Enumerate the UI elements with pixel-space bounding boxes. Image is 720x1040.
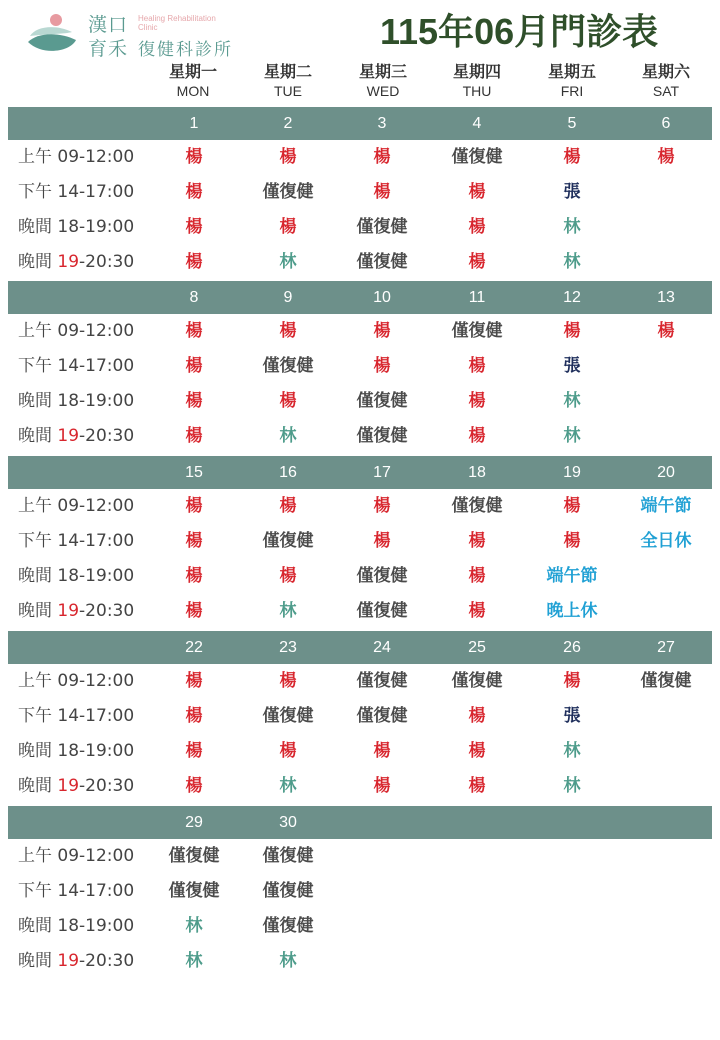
date-cell: 9: [283, 289, 293, 306]
session-row: [0, 314, 720, 349]
session-row: [0, 769, 720, 804]
date-cell: 25: [468, 639, 486, 656]
session-label: 晚間 18-19:00: [18, 916, 135, 936]
date-cell: 8: [189, 289, 199, 306]
doctor-cell: 楊: [185, 741, 203, 761]
doctor-cell: 林: [185, 951, 203, 971]
doctor-cell: 林: [563, 776, 581, 796]
date-cell: 22: [185, 639, 203, 656]
doctor-cell: 楊: [468, 566, 486, 586]
session-label-highlight: 19: [57, 426, 80, 446]
doctor-cell: 楊: [185, 601, 203, 621]
doctor-cell: 楊: [373, 496, 391, 516]
doctor-cell: 林: [279, 776, 297, 796]
doctor-cell: 楊: [563, 531, 581, 551]
session-label: 下午 14-17:00: [18, 531, 135, 551]
weekday-zh: 星期五: [547, 62, 596, 81]
session-label-prefix: 晚間: [18, 776, 58, 796]
doctor-cell: 僅復健: [262, 846, 314, 866]
session-row: [0, 140, 720, 175]
doctor-cell: 楊: [468, 252, 486, 272]
date-cell: 18: [468, 464, 486, 481]
doctor-cell: 楊: [657, 147, 675, 167]
date-cell: 23: [279, 639, 297, 656]
session-label-highlight: 19: [57, 776, 80, 796]
doctor-cell: 林: [279, 601, 297, 621]
doctor-cell: 僅復健: [356, 566, 408, 586]
clinic-name-line2b: 復健科診所: [138, 40, 233, 60]
weekday-mon: [148, 62, 238, 100]
session-row: [0, 175, 720, 210]
doctor-cell: 楊: [185, 706, 203, 726]
doctor-cell: 楊: [185, 566, 203, 586]
doctor-cell: 楊: [185, 671, 203, 691]
doctor-cell: 楊: [657, 321, 675, 341]
date-cell: 30: [279, 814, 297, 831]
weekday-thu: [432, 62, 522, 100]
session-label-suffix: -20:30: [79, 776, 135, 796]
doctor-cell: 楊: [468, 217, 486, 237]
doctor-cell: 林: [185, 916, 203, 936]
date-cell: 12: [563, 289, 581, 306]
doctor-cell: 楊: [373, 147, 391, 167]
doctor-cell: 楊: [468, 601, 486, 621]
session-row: [0, 699, 720, 734]
doctor-cell: 楊: [185, 496, 203, 516]
session-label-highlight: 19: [57, 252, 80, 272]
session-label: 上午 09-12:00: [18, 846, 135, 866]
date-cell: 4: [472, 115, 482, 132]
doctor-cell: 楊: [373, 182, 391, 202]
doctor-cell: 楊: [563, 147, 581, 167]
doctor-cell: 楊: [185, 776, 203, 796]
weekday-en: TUE: [274, 83, 302, 99]
clinic-name-line2: 育禾: [88, 38, 129, 60]
weekday-en: THU: [462, 83, 492, 99]
session-label: 晚間 18-19:00: [18, 391, 135, 411]
date-cell: 26: [563, 639, 581, 656]
session-label-suffix: -20:30: [79, 252, 135, 272]
doctor-cell: 僅復健: [451, 321, 503, 341]
doctor-cell: 楊: [279, 147, 297, 167]
doctor-cell: 楊: [185, 321, 203, 341]
session-row: [0, 419, 720, 454]
session-label: 上午 09-12:00: [18, 321, 135, 341]
doctor-cell: 僅復健: [168, 846, 220, 866]
session-label: 晚間 18-19:00: [18, 741, 135, 761]
session-label-prefix: 晚間: [18, 951, 58, 971]
date-cell: 6: [661, 115, 671, 132]
session-label-prefix: 晚間: [18, 426, 58, 446]
doctor-cell: 晚上休: [546, 601, 598, 621]
date-cell: 29: [185, 814, 203, 831]
date-cell: 15: [185, 464, 203, 481]
doctor-cell: 端午節: [546, 566, 598, 586]
doctor-cell: 林: [563, 741, 581, 761]
doctor-cell: 僅復健: [356, 706, 408, 726]
weekday-zh: 星期一: [168, 62, 217, 81]
doctor-cell: 楊: [563, 496, 581, 516]
doctor-cell: 楊: [185, 252, 203, 272]
doctor-cell: 僅復健: [356, 671, 408, 691]
doctor-cell: 楊: [468, 706, 486, 726]
session-row: [0, 734, 720, 769]
session-label: 下午 14-17:00: [18, 881, 135, 901]
doctor-cell: 端午節: [640, 496, 692, 516]
weekday-wed: [338, 62, 428, 100]
doctor-cell: 僅復健: [262, 182, 314, 202]
doctor-cell: 楊: [373, 741, 391, 761]
weekday-sat: [621, 62, 711, 100]
doctor-cell: 楊: [468, 776, 486, 796]
doctor-cell: 楊: [279, 741, 297, 761]
doctor-cell: 張: [563, 356, 581, 376]
session-label: [18, 944, 134, 979]
weekday-en: MON: [176, 83, 210, 99]
doctor-cell: 林: [563, 252, 581, 272]
session-row: [0, 210, 720, 245]
session-label-suffix: -20:30: [79, 426, 135, 446]
doctor-cell: 林: [563, 217, 581, 237]
session-label: [18, 419, 134, 454]
session-label: 晚間 18-19:00: [18, 566, 135, 586]
doctor-cell: 僅復健: [262, 916, 314, 936]
doctor-cell: 張: [563, 182, 581, 202]
weekday-en: SAT: [652, 83, 680, 99]
doctor-cell: 僅復健: [356, 391, 408, 411]
session-row: [0, 839, 720, 874]
doctor-cell: 林: [563, 391, 581, 411]
session-label: 晚間 18-19:00: [18, 217, 135, 237]
clinic-english-name: Healing Rehabilitation Clinic: [138, 14, 216, 32]
session-label-highlight: 19: [57, 601, 80, 621]
session-label-prefix: 晚間: [18, 252, 58, 272]
doctor-cell: 全日休: [640, 531, 692, 551]
session-label: 下午 14-17:00: [18, 182, 135, 202]
doctor-cell: 僅復健: [262, 531, 314, 551]
session-label: [18, 769, 134, 804]
weekday-en: WED: [366, 83, 400, 99]
doctor-cell: 楊: [468, 741, 486, 761]
doctor-cell: 僅復健: [451, 671, 503, 691]
doctor-cell: 林: [279, 426, 297, 446]
session-label-prefix: 晚間: [18, 601, 58, 621]
doctor-cell: 張: [563, 706, 581, 726]
session-label: 下午 14-17:00: [18, 706, 135, 726]
doctor-cell: 楊: [373, 356, 391, 376]
session-row: [0, 664, 720, 699]
doctor-cell: 僅復健: [356, 217, 408, 237]
doctor-cell: 楊: [185, 147, 203, 167]
doctor-cell: 楊: [468, 531, 486, 551]
date-cell: 20: [657, 464, 675, 481]
session-row: [0, 384, 720, 419]
clinic-logo: [26, 8, 236, 60]
doctor-cell: 楊: [279, 321, 297, 341]
weekday-zh: 星期三: [358, 62, 407, 81]
date-cell: 19: [563, 464, 581, 481]
date-cell: 3: [377, 115, 387, 132]
session-label-suffix: -20:30: [79, 601, 135, 621]
doctor-cell: 楊: [185, 182, 203, 202]
doctor-cell: 僅復健: [356, 252, 408, 272]
schedule-title: 115年06月門診表: [380, 11, 659, 52]
date-cell: 11: [468, 289, 486, 306]
weekday-en: FRI: [560, 83, 584, 99]
session-label: 上午 09-12:00: [18, 671, 135, 691]
doctor-cell: 楊: [373, 531, 391, 551]
date-cell: 10: [373, 289, 391, 306]
doctor-cell: 僅復健: [262, 356, 314, 376]
clinic-name-line1: 漢口: [88, 14, 129, 36]
session-row: [0, 489, 720, 524]
doctor-cell: 楊: [468, 356, 486, 376]
doctor-cell: 楊: [185, 426, 203, 446]
doctor-cell: 僅復健: [262, 881, 314, 901]
doctor-cell: 僅復健: [640, 671, 692, 691]
doctor-cell: 林: [279, 252, 297, 272]
session-label: [18, 245, 134, 280]
doctor-cell: 楊: [468, 182, 486, 202]
doctor-cell: 僅復健: [356, 426, 408, 446]
session-row: [0, 909, 720, 944]
doctor-cell: 楊: [279, 217, 297, 237]
doctor-cell: 楊: [468, 391, 486, 411]
doctor-cell: 僅復健: [451, 147, 503, 167]
doctor-cell: 林: [279, 951, 297, 971]
session-row: [0, 594, 720, 629]
weekday-zh: 星期六: [641, 62, 690, 81]
doctor-cell: 楊: [468, 426, 486, 446]
date-cell: 24: [373, 639, 391, 656]
date-cell: 17: [373, 464, 391, 481]
doctor-cell: 林: [563, 426, 581, 446]
session-label-highlight: 19: [57, 951, 80, 971]
session-label: 上午 09-12:00: [18, 496, 135, 516]
doctor-cell: 楊: [185, 356, 203, 376]
weekday-zh: 星期四: [452, 62, 501, 81]
session-label: [18, 594, 134, 629]
doctor-cell: 楊: [563, 671, 581, 691]
session-row: [0, 524, 720, 559]
doctor-cell: 楊: [373, 321, 391, 341]
session-row: [0, 944, 720, 979]
doctor-cell: 楊: [563, 321, 581, 341]
doctor-cell: 僅復健: [451, 496, 503, 516]
weekday-tue: [243, 62, 333, 100]
weekday-zh: 星期二: [263, 62, 312, 81]
week-date-bar: [8, 806, 712, 839]
date-cell: 1: [189, 115, 199, 132]
doctor-cell: 僅復健: [168, 881, 220, 901]
doctor-cell: 楊: [279, 671, 297, 691]
doctor-cell: 楊: [279, 566, 297, 586]
doctor-cell: 楊: [185, 391, 203, 411]
date-cell: 27: [657, 639, 675, 656]
session-row: [0, 874, 720, 909]
date-cell: 5: [567, 115, 577, 132]
date-cell: 13: [657, 289, 675, 306]
doctor-cell: 僅復健: [356, 601, 408, 621]
clinic-logo-icon: [26, 12, 80, 56]
session-label: 上午 09-12:00: [18, 147, 135, 167]
date-cell: 16: [279, 464, 297, 481]
doctor-cell: 楊: [279, 496, 297, 516]
session-row: [0, 245, 720, 280]
doctor-cell: 楊: [185, 217, 203, 237]
session-row: [0, 349, 720, 384]
date-cell: 2: [283, 115, 293, 132]
weekday-fri: [527, 62, 617, 100]
doctor-cell: 僅復健: [262, 706, 314, 726]
doctor-cell: 楊: [373, 776, 391, 796]
doctor-cell: 楊: [185, 531, 203, 551]
weekday-header: [0, 62, 720, 104]
doctor-cell: 楊: [279, 391, 297, 411]
session-row: [0, 559, 720, 594]
session-label: 下午 14-17:00: [18, 356, 135, 376]
session-label-suffix: -20:30: [79, 951, 135, 971]
